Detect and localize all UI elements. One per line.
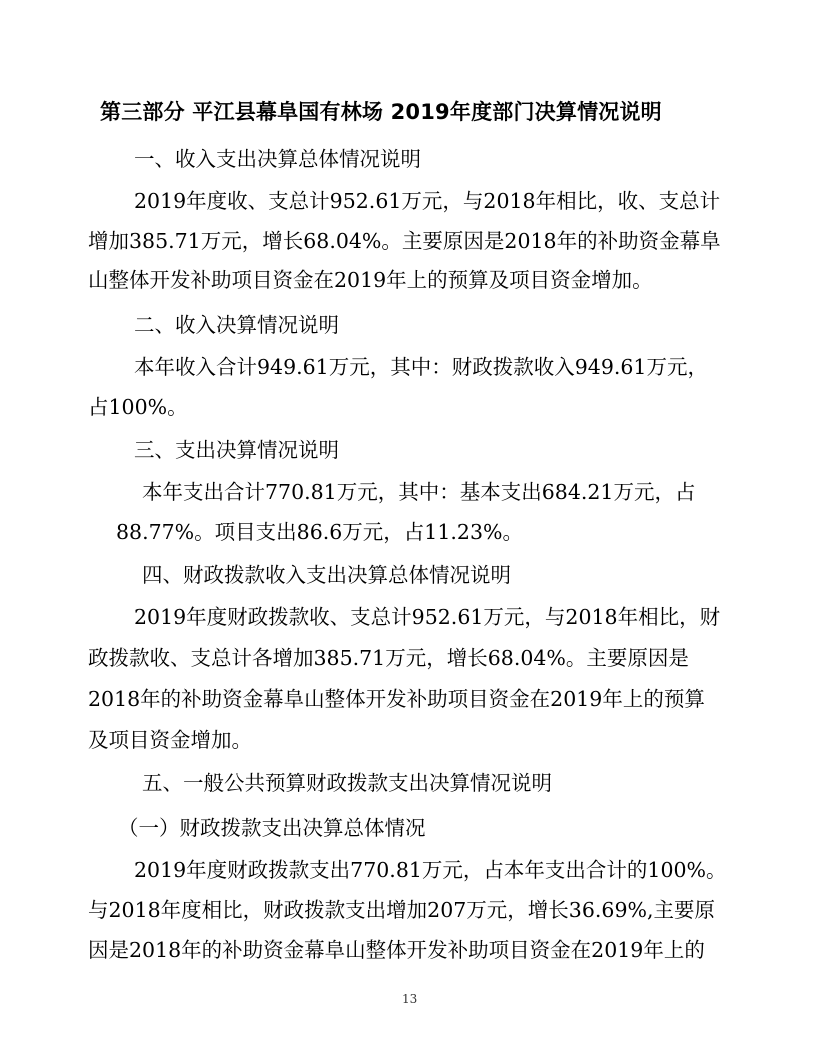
section-4-paragraph-line: 政拨款收、支总计各增加385.71万元，增长68.04%。主要原因是 [88,646,689,670]
section-1-paragraph-line: 山整体开发补助项目资金在2019年上的预算及项目资金增加。 [88,268,653,292]
section-3-paragraph-line: 88.77%。项目支出86.6万元，占11.23%。 [116,520,523,544]
section-3-paragraph-line: 本年支出合计770.81万元，其中：基本支出684.21万元，占 [142,480,696,504]
section-4-heading: 四、财政拨款收入支出决算总体情况说明 [142,563,511,587]
section-4-paragraph-line: 2019年度财政拨款收、支总计952.61万元，与2018年相比，财 [134,605,721,629]
section-5-paragraph-line: 因是2018年的补助资金幕阜山整体开发补助项目资金在2019年上的 [88,938,705,962]
section-5-subheading: （一）财政拨款支出决算总体情况 [118,816,426,840]
section-3-heading: 三、支出决算情况说明 [134,438,339,462]
section-4-paragraph-line: 2018年的补助资金幕阜山整体开发补助项目资金在2019年上的预算 [88,687,705,711]
section-1-heading: 一、收入支出决算总体情况说明 [134,147,421,171]
section-2-paragraph-line: 本年收入合计949.61万元，其中：财政拨款收入949.61万元， [134,355,708,379]
page-number: 13 [402,992,418,1006]
section-2-heading: 二、收入决算情况说明 [134,313,339,337]
section-2-paragraph-line: 占100%。 [88,395,188,419]
section-5-heading: 五、一般公共预算财政拨款支出决算情况说明 [142,771,552,795]
section-4-paragraph-line: 及项目资金增加。 [88,728,252,752]
document-title: 第三部分 平江县幕阜国有林场 2019年度部门决算情况说明 [100,100,662,124]
section-1-paragraph-line: 2019年度收、支总计952.61万元，与2018年相比，收、支总计 [134,189,721,213]
section-5-paragraph-line: 与2018年度相比，财政拨款支出增加207万元，增长36.69%,主要原 [88,898,715,922]
section-1-paragraph-line: 增加385.71万元，增长68.04%。主要原因是2018年的补助资金幕阜 [88,229,721,253]
section-5-paragraph-line: 2019年度财政拨款支出770.81万元，占本年支出合计的100%。 [134,858,727,882]
